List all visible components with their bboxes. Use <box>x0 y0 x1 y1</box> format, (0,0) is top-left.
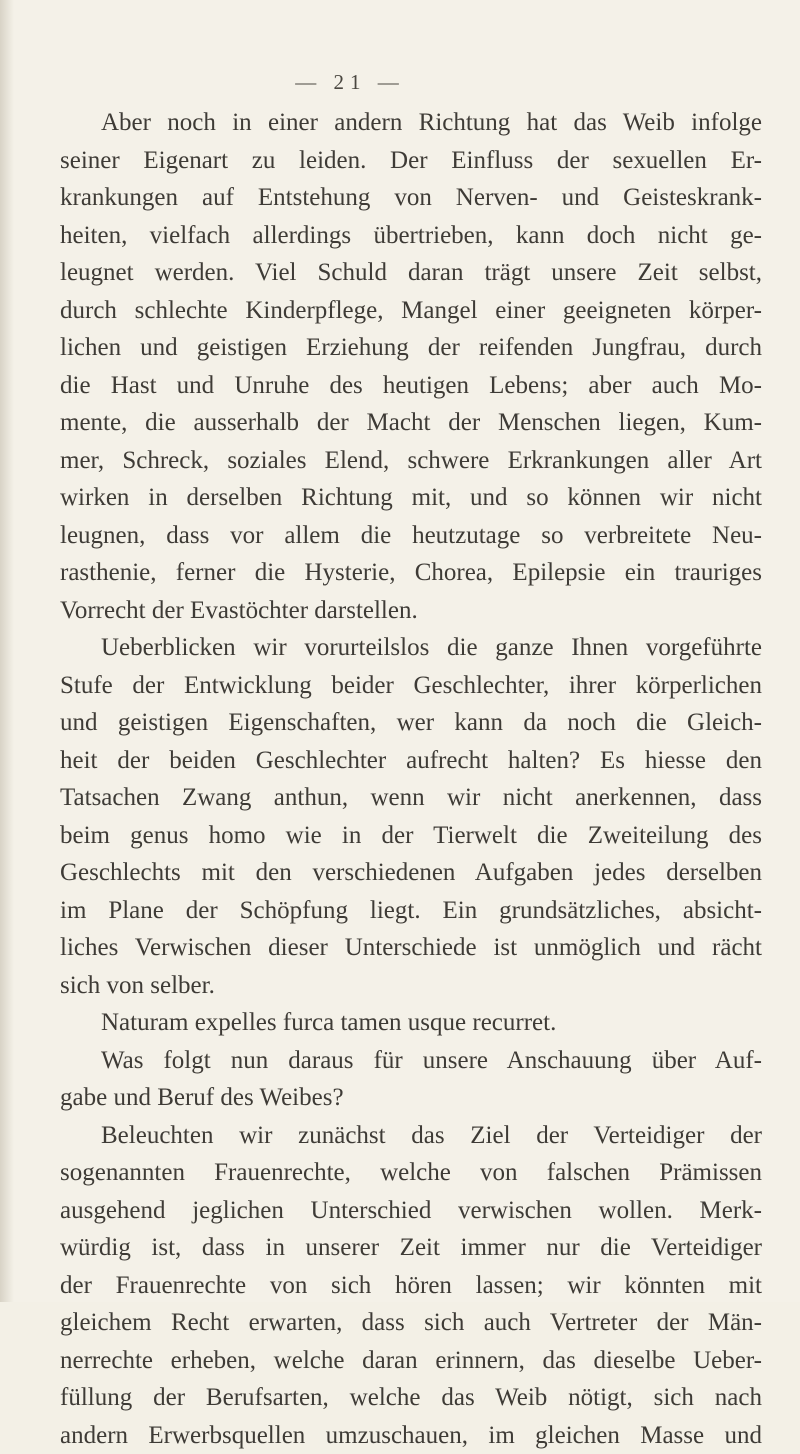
text-line: gleichem Recht erwarten, dass sich auch Vertreter der Män- <box>60 1304 762 1342</box>
text-line: seiner Eigenart zu leiden. Der Einfluss der sexuellen Er- <box>60 142 762 180</box>
text-line: andern Erwerbsquellen umzuschauen, im gleichen Masse und <box>60 1417 762 1454</box>
text-line: durch schlechte Kinderpflege, Mangel einer geeigneten körper- <box>60 292 762 330</box>
text-line: Stufe der Entwicklung beider Geschlechter, ihrer körperlichen <box>60 667 762 705</box>
text-line: heit der beiden Geschlechter aufrecht halten? Es hiesse den <box>60 742 762 780</box>
text-line: Tatsachen Zwang anthun, wenn wir nicht anerkennen, dass <box>60 779 762 817</box>
text-line: gabe und Beruf des Weibes? <box>60 1079 762 1117</box>
text-line: rasthenie, ferner die Hysterie, Chorea, Epilepsie ein trauriges <box>60 554 762 592</box>
text-line: mente, die ausserhalb der Macht der Menschen liegen, Kum- <box>60 404 762 442</box>
text-line: sich von selber. <box>60 967 762 1005</box>
text-line: leugnen, dass vor allem die heutzutage so verbreitete Neu- <box>60 517 762 555</box>
page-edge-shadow <box>0 0 14 1302</box>
text-line: Ueberblicken wir vorurteilslos die ganze Ihnen vorgeführte <box>60 629 762 667</box>
text-line: liches Verwischen dieser Unterschiede ist unmöglich und rächt <box>60 929 762 967</box>
text-line: lichen und geistigen Erziehung der reifenden Jungfrau, durch <box>60 329 762 367</box>
text-line: sogenannten Frauenrechte, welche von falschen Prämissen <box>60 1154 762 1192</box>
text-line: leugnet werden. Viel Schuld daran trägt unsere Zeit selbst, <box>60 254 762 292</box>
text-line: im Plane der Schöpfung liegt. Ein grundsätzliches, absicht- <box>60 892 762 930</box>
body-text <box>60 104 762 1454</box>
text-line: mer, Schreck, soziales Elend, schwere Erkrankungen aller Art <box>60 442 762 480</box>
text-line: beim genus homo wie in der Tierwelt die Zweiteilung des <box>60 817 762 855</box>
text-line: wirken in derselben Richtung mit, und so können wir nicht <box>60 479 762 517</box>
text-line: ausgehend jeglichen Unterschied verwischen wollen. Merk- <box>60 1192 762 1230</box>
text-line: Geschlechts mit den verschiedenen Aufgaben jedes derselben <box>60 854 762 892</box>
text-line: füllung der Berufsarten, welche das Weib nötigt, sich nach <box>60 1379 762 1417</box>
text-line: nerrechte erheben, welche daran erinnern, das dieselbe Ueber- <box>60 1342 762 1380</box>
text-line: Vorrecht der Evastöchter darstellen. <box>60 592 762 630</box>
page-number: — 21 — <box>0 70 700 95</box>
text-line: Naturam expelles furca tamen usque recurret. <box>60 1004 762 1042</box>
text-line: krankungen auf Entstehung von Nerven- und Geisteskrank- <box>60 179 762 217</box>
text-line: der Frauenrechte von sich hören lassen; wir könnten mit <box>60 1267 762 1305</box>
text-line: Was folgt nun daraus für unsere Anschauung über Auf- <box>60 1042 762 1080</box>
text-line: und geistigen Eigenschaften, wer kann da noch die Gleich- <box>60 704 762 742</box>
text-line: heiten, vielfach allerdings übertrieben, kann doch nicht ge- <box>60 217 762 255</box>
text-line: Aber noch in einer andern Richtung hat das Weib infolge <box>60 104 762 142</box>
text-line: würdig ist, dass in unserer Zeit immer nur die Verteidiger <box>60 1229 762 1267</box>
text-line: Beleuchten wir zunächst das Ziel der Verteidiger der <box>60 1117 762 1155</box>
text-line: die Hast und Unruhe des heutigen Lebens; aber auch Mo- <box>60 367 762 405</box>
